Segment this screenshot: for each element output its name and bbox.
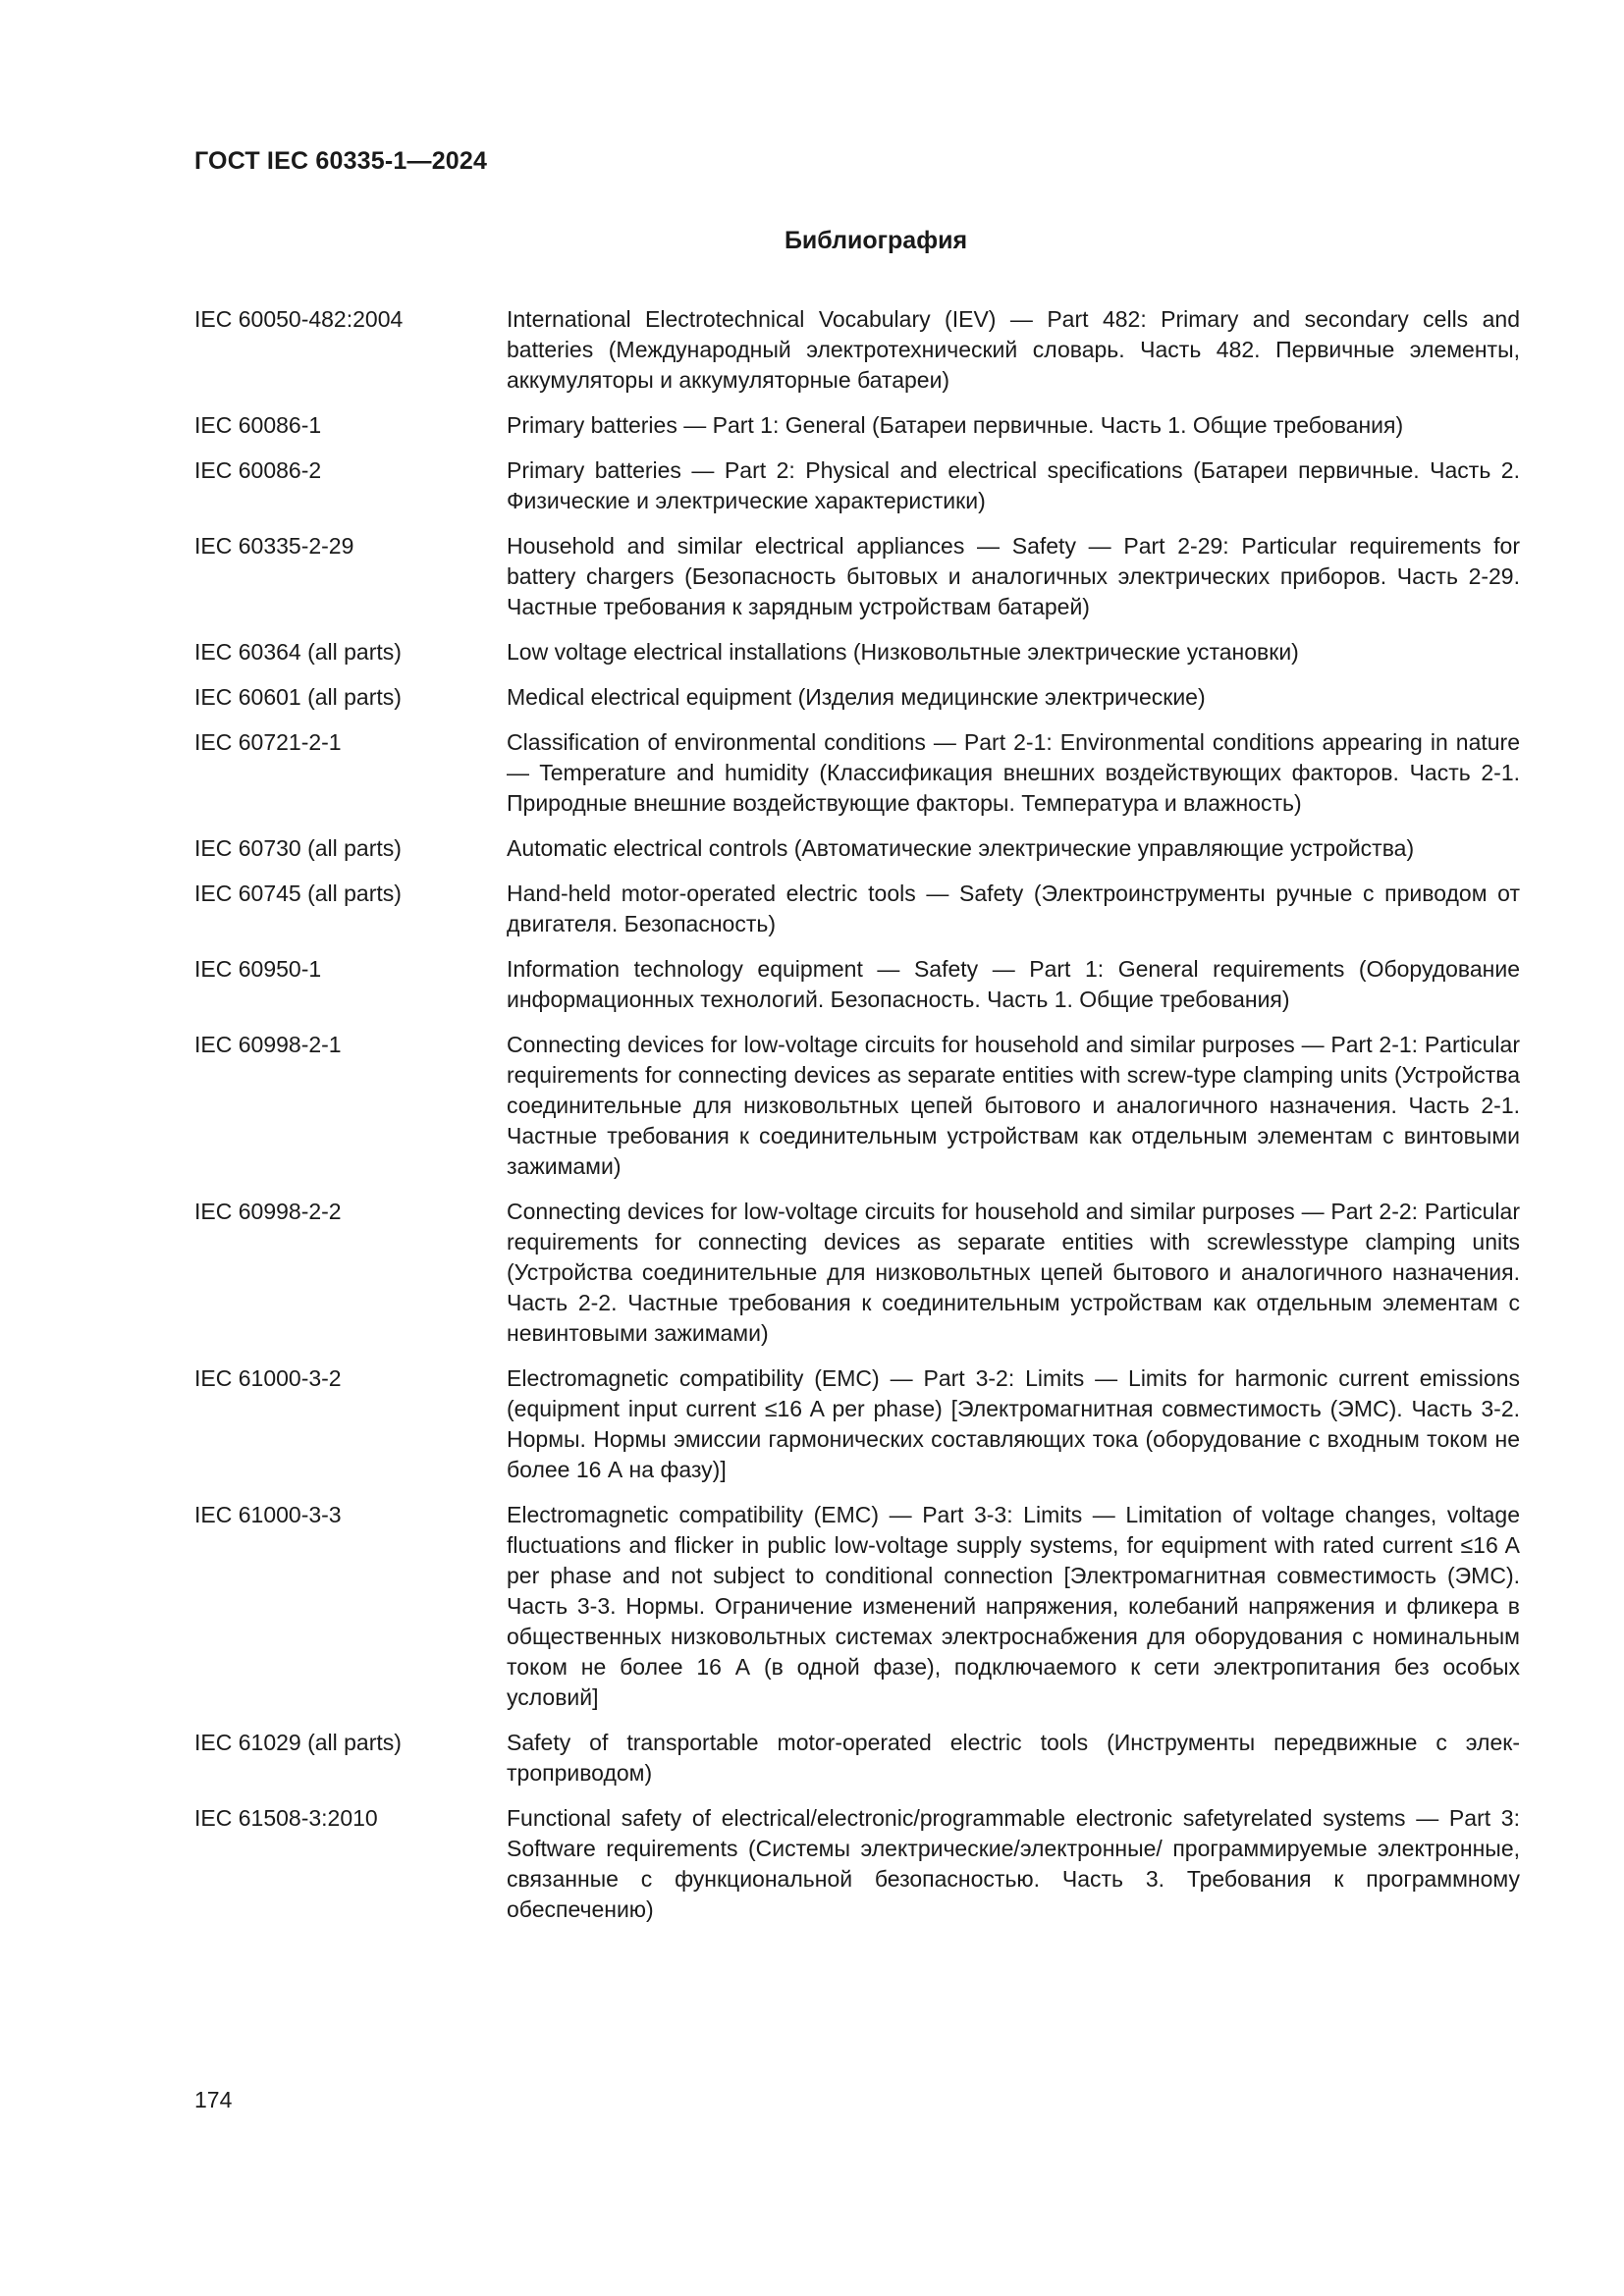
standard-code: IEC 60998-2-2 (194, 1199, 342, 1224)
bibliography-entry (194, 879, 1520, 939)
standard-title: Household and similar electrical appliances — Safety — Part 2-29: Particular requirements for battery chargers (Безопасность бытовых и аналогичных электрических приборов. Часть 2-29. Частные требования к зарядным устройствам батарей) (507, 533, 1520, 619)
bibliography-entry (194, 531, 1520, 622)
standard-title: Electromagnetic compatibility (EMC) — Part 3-2: Limits — Limits for harmonic current emissions (equipment input current ≤16 A per phase) [Электромагнитная совместимость (ЭМС). Часть 3-2. Нормы. Нормы эмиссии гармонических составляющих тока (оборудование с входным током не более 16 А на фазу)] (507, 1365, 1520, 1482)
bibliography-entry (194, 1728, 1520, 1789)
standard-code: IEC 60364 (all parts) (194, 639, 402, 665)
standard-title: Safety of transportable motor-operated electric tools (Инструменты передвижные с электроприводом) (507, 1730, 1520, 1786)
bibliography-entry (194, 637, 1520, 667)
bibliography-entry (194, 727, 1520, 819)
standard-code: IEC 60998-2-1 (194, 1032, 342, 1057)
bibliography-entry (194, 304, 1520, 396)
bibliography-entry (194, 1500, 1520, 1713)
standard-title: Low voltage electrical installations (Низковольтные электрические установки) (507, 639, 1299, 665)
standard-code: IEC 61000-3-3 (194, 1502, 342, 1527)
standard-code: IEC 60950-1 (194, 956, 322, 982)
standard-code: IEC 61000-3-2 (194, 1365, 342, 1391)
standard-title: Connecting devices for low-voltage circuits for household and similar purposes — Part 2-1: Particular requirements for connecting devices as separate entities with screw-type clamping units (Устройства соединительные для низковольтных цепей бытового и аналогичного назначения. Часть 2-1. Частные требования к соединительным устройствам как отдельным элементам с винтовыми зажимами) (507, 1032, 1520, 1179)
bibliography-entry (194, 455, 1520, 516)
standard-title: Electromagnetic compatibility (EMC) — Part 3-3: Limits — Limitation of voltage changes, voltage fluctuations and flicker in public low-voltage supply systems, for equipment with rated current ≤16 A per phase and not subject to conditional connection [Электромагнитная совместимость (ЭМС). Часть 3-3. Нормы. Ограничение изменений напряжения, колебаний напряжения и фликера в общественных низковольтных системах электроснабжения для оборудования с номинальным током не более 16 А (в одной фазе), подключаемого к сети электропитания без особых условий] (507, 1502, 1520, 1710)
bibliography-entry (194, 1803, 1520, 1925)
standard-code: IEC 61508-3:2010 (194, 1805, 378, 1831)
standard-code: IEC 60601 (all parts) (194, 684, 402, 710)
page-number: 174 (194, 2087, 233, 2112)
standard-title: Hand-held motor-operated electric tools — Safety (Электроинструменты ручные с приводом от двигателя. Безопасность) (507, 881, 1520, 936)
standard-code: IEC 61029 (all parts) (194, 1730, 402, 1755)
standard-code: IEC 60745 (all parts) (194, 881, 402, 906)
standard-title: Connecting devices for low-voltage circuits for household and similar purposes — Part 2-2: Particular requirements for connecting devices as separate entities with screwlesstype clamping units (Устройства соединительные для низковольтных цепей бытового и аналогичного назначения. Часть 2-2. Частные требования к соединительным устройствам как отдельным элементам с невинтовыми зажимами) (507, 1199, 1520, 1346)
standard-title: Automatic electrical controls (Автоматические электрические управляющие устройства) (507, 835, 1415, 861)
standard-code: IEC 60335-2-29 (194, 533, 354, 559)
standard-title: Primary batteries — Part 2: Physical and electrical specifications (Батареи первичные. Часть 2. Физические и электрические характеристики) (507, 457, 1520, 513)
bibliography-entry (194, 1030, 1520, 1182)
standard-title: Information technology equipment — Safety — Part 1: General requirements (Оборудование информационных технологий. Безопасность. Часть 1. Общие требования) (507, 956, 1520, 1012)
standard-title: Classification of environmental conditions — Part 2-1: Environmental conditions appearing in nature — Temperature and humidity (Классификация внешних воздействующих факторов. Часть 2-1. Природные внешние воздействующие факторы. Температура и влажность) (507, 729, 1520, 816)
document-header: ГОСТ IEC 60335-1—2024 (194, 147, 488, 175)
standard-title: Medical electrical equipment (Изделия медицинские электрические) (507, 684, 1206, 710)
bibliography-entry (194, 410, 1520, 441)
standard-title: Primary batteries — Part 1: General (Батареи первичные. Часть 1. Общие требования) (507, 412, 1404, 438)
standard-code: IEC 60721-2-1 (194, 729, 342, 755)
bibliography-entry (194, 833, 1520, 864)
standard-code: IEC 60050-482:2004 (194, 306, 404, 332)
standard-code: IEC 60730 (all parts) (194, 835, 402, 861)
bibliography-entry (194, 954, 1520, 1015)
standard-title: International Electrotechnical Vocabulary (IEV) — Part 482: Primary and secondary cells and batteries (Международный электротехнический словарь. Часть 482. Первичные элементы, аккумуляторы и аккумуляторные батареи) (507, 306, 1520, 393)
bibliography-entry (194, 1363, 1520, 1485)
standard-title: Functional safety of electrical/electronic/programmable electronic safetyrelated systems — Part 3: Software requirements (Системы электрические/электронные/ программируемые электронные, связанные с функциональной безопасностью. Часть 3. Требования к программному обеспечению) (507, 1805, 1520, 1922)
bibliography-list (194, 304, 1520, 1940)
standard-code: IEC 60086-1 (194, 412, 322, 438)
bibliography-entry (194, 682, 1520, 713)
bibliography-entry (194, 1197, 1520, 1349)
section-title: Библиография (784, 227, 968, 254)
standard-code: IEC 60086-2 (194, 457, 322, 483)
